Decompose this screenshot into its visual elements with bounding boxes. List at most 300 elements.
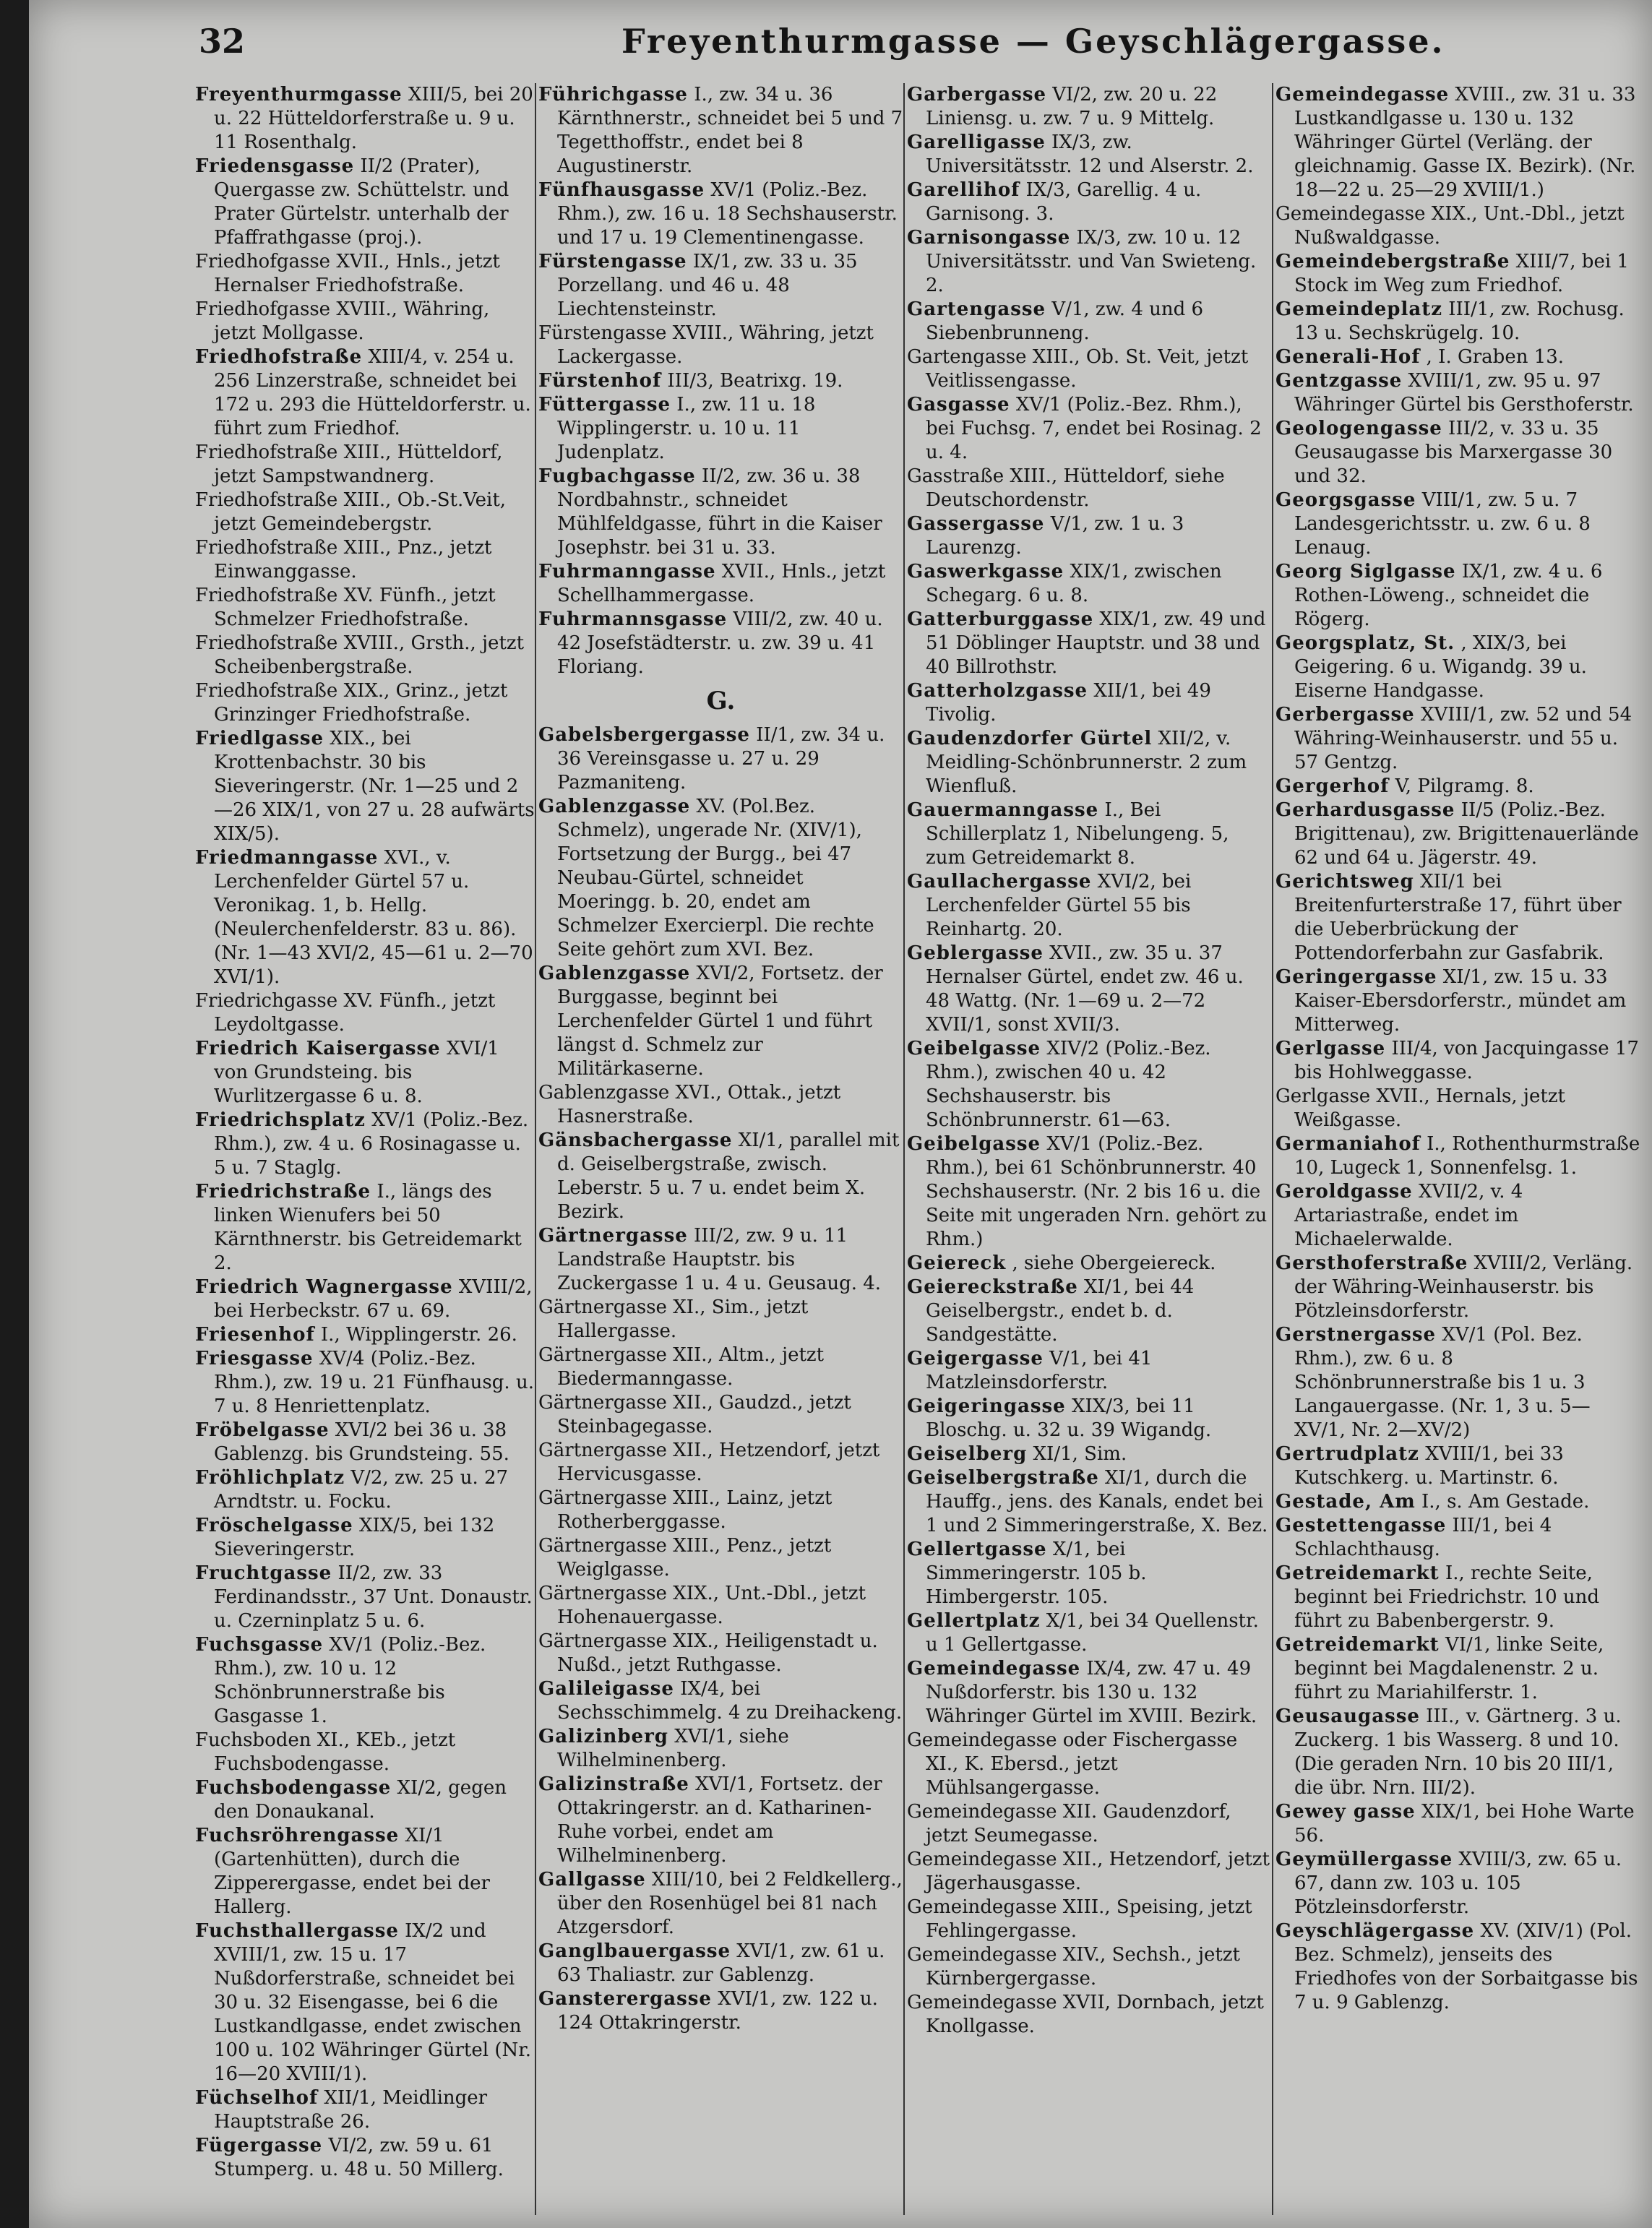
column-rule: [1272, 83, 1273, 2215]
directory-entry: [538, 179, 903, 250]
directory-entry: [1275, 560, 1640, 632]
entry-headword: Gerhardusgasse: [1275, 799, 1455, 821]
entry-headword: Geusaugasse: [1275, 1706, 1420, 1727]
entry-headword: Fürstenhof: [538, 370, 662, 392]
entry-headword: Fruchtgasse: [195, 1562, 332, 1584]
entry-headword: Geiselbergstraße: [907, 1467, 1099, 1489]
entry-headword: Fuhrmanngasse: [538, 561, 716, 582]
entry-text: XII/1, Meidlinger Hauptstraße 26.: [214, 2087, 488, 2133]
entry-text: XI/1, durch die Hauffg., jens. des Kanals, endet bei 1 und 2 Simmeringerstraße, X. Bez.: [926, 1467, 1268, 1536]
entry-headword: Gänsbachergasse: [538, 1130, 733, 1151]
entry-headword: Geiereckstraße: [907, 1276, 1078, 1298]
entry-text: XV/1 (Poliz.-Bez. Rhm.), zw. 4 u. 6 Rosinagasse u. 5 u. 7 Staglg.: [214, 1109, 529, 1179]
entry-text: XVIII., zw. 31 u. 33 Lustkandlgasse u. 130 u. 132 Währinger Gürtel (Verläng. der gleichnamig. Gasse IX. Bezirk). (Nr. 18—22 u. 25—29 XVIII/1.): [1294, 84, 1636, 201]
entry-text: IX/3, zw. Universitätsstr. 12 und Alserstr. 2.: [926, 132, 1254, 177]
entry-text: XII/1, bei 49 Tivolig.: [926, 680, 1211, 726]
directory-entry: [1275, 1848, 1640, 1919]
directory-entry: [538, 795, 903, 962]
entry-text: XIX/1, zwischen Schegarg. 6 u. 8.: [926, 561, 1222, 606]
entry-headword: Gatterburggasse: [907, 608, 1094, 630]
directory-entry: [195, 441, 535, 489]
directory-entry: [1275, 870, 1640, 965]
entry-headword: Germaniahof: [1275, 1133, 1421, 1155]
directory-entry: [538, 1773, 903, 1868]
directory-entry: [538, 1940, 903, 1987]
entry-headword: Generali-Hof: [1275, 346, 1421, 368]
entry-headword: Gassergasse: [907, 513, 1045, 535]
entry-text: X/1, bei 34 Quellenstr. u 1 Gellertgasse.: [926, 1610, 1259, 1656]
entry-text: XI/1, parallel mit d. Geiselbergstraße, zwisch. Leberstr. 5 u. 7 u. endet beim X. Bezirk.: [557, 1130, 900, 1223]
directory-entry: [907, 1943, 1272, 1991]
entry-text: I., zw. 11 u. 18 Wipplingerstr. u. 10 u. 11 Judenplatz.: [557, 394, 816, 463]
directory-entry: [195, 1919, 535, 2086]
directory-entry: [538, 1677, 903, 1725]
entry-text: Gärtnergasse XI., Sim., jetzt Hallergasse.: [538, 1296, 809, 1342]
entry-text: IX/4, bei Sechsschimmelg. 4 zu Dreihackeng.: [557, 1678, 903, 1724]
directory-entry: [195, 1276, 535, 1323]
directory-entry: [907, 1729, 1272, 1800]
column-2: [538, 83, 903, 2215]
entry-headword: Friedrichsplatz: [195, 1109, 366, 1131]
directory-entry: [1275, 298, 1640, 345]
directory-entry: [1275, 83, 1640, 202]
entry-text: Gemeindegasse oder Fischergasse XI., K. Ebersd., jetzt Mühlsangergasse.: [907, 1729, 1238, 1799]
directory-entry: [195, 1347, 535, 1419]
entry-headword: Gentzgasse: [1275, 370, 1403, 392]
entry-text: Friedhofstraße XVIII., Grsth., jetzt Scheibenbergstraße.: [195, 632, 525, 678]
entry-headword: Gansterergasse: [538, 1988, 712, 2010]
page-header: [29, 22, 1652, 79]
directory-entry: [907, 345, 1272, 393]
entry-headword: Gatterholzgasse: [907, 680, 1088, 702]
directory-entry: [1275, 1705, 1640, 1800]
entry-headword: Geyschlägergasse: [1275, 1920, 1475, 1942]
entry-text: XVII., Hnls., jetzt Schellhammergasse.: [557, 561, 886, 606]
entry-text: IX/1, zw. 33 u. 35 Porzellang. und 46 u. 48 Liechtensteinstr.: [557, 251, 858, 320]
entry-text: XI/1 (Gartenhütten), durch die Zipperergasse, endet bei der Hallerg.: [214, 1825, 490, 1918]
entry-headword: Friedrichstraße: [195, 1181, 371, 1203]
column-rule: [903, 83, 905, 2215]
entry-text: XIX., bei Krottenbachstr. 30 bis Sieveringerstr. (Nr. 1—25 und 2—26 XIX/1, von 27 u. 28 aufwärts XIX/5).: [214, 728, 535, 845]
entry-text: Gärtnergasse XIX., Unt.-Dbl., jetzt Hohenauergasse.: [538, 1583, 866, 1628]
entry-headword: Gerlgasse: [1275, 1038, 1386, 1059]
entry-headword: Gestettengasse: [1275, 1515, 1447, 1536]
entry-text: XVIII/1, zw. 95 u. 97 Währinger Gürtel bis Gersthoferstr.: [1294, 370, 1634, 416]
entry-text: Fuchsboden XI., KEb., jetzt Fuchsbodengasse.: [195, 1729, 456, 1775]
entry-text: V/1, bei 41 Matzleinsdorferstr.: [926, 1348, 1153, 1393]
directory-entry: [195, 1776, 535, 1824]
directory-entry: [538, 1487, 903, 1534]
entry-headword: Gallgasse: [538, 1869, 646, 1891]
directory-entry: [907, 1252, 1272, 1276]
directory-entry: [907, 942, 1272, 1037]
directory-entry: [538, 560, 903, 608]
entry-headword: Gewey gasse: [1275, 1801, 1416, 1823]
entry-text: I., Bei Schillerplatz 1, Nibelungeng. 5, zum Getreidemarkt 8.: [926, 799, 1229, 869]
directory-entry: [1275, 202, 1640, 250]
entry-text: VI/2, zw. 20 u. 22 Liniensg. u. zw. 7 u. 9 Mittelg.: [926, 84, 1218, 129]
entry-text: XVI/2 bei 36 u. 38 Gablenzg. bis Grundsteing. 55.: [214, 1419, 509, 1465]
directory-entry: [538, 1081, 903, 1129]
directory-entry: [195, 1180, 535, 1276]
entry-text: XVI/1 von Grundsteing. bis Wurlitzergasse 6 u. 8.: [214, 1038, 499, 1107]
entry-text: Gemeindegasse XIX., Unt.-Dbl., jetzt Nußwaldgasse.: [1275, 203, 1625, 249]
directory-entry: [195, 2134, 535, 2182]
entry-text: XI/1, Sim.: [1033, 1443, 1127, 1465]
entry-headword: Fuchsthallergasse: [195, 1920, 399, 1942]
directory-entry: [195, 1824, 535, 1919]
entry-text: IX/3, Garellig. 4 u. Garnisong. 3.: [926, 179, 1202, 225]
entry-text: VIII/2, zw. 40 u. 42 Josefstädterstr. u. zw. 39 u. 41 Floriang.: [557, 608, 883, 678]
entry-headword: Galizinstraße: [538, 1773, 689, 1795]
entry-headword: Georg Siglgasse: [1275, 561, 1456, 582]
entry-text: Friedhofgasse XVII., Hnls., jetzt Hernalser Friedhofstraße.: [195, 251, 500, 296]
directory-entry: [538, 250, 903, 322]
entry-text: V/1, zw. 1 u. 3 Laurenzg.: [926, 513, 1184, 559]
directory-entry: [538, 1582, 903, 1630]
entry-headword: Fuhrmannsgasse: [538, 608, 728, 630]
entry-text: XVIII/3, zw. 65 u. 67, dann zw. 103 u. 105 Pötzleinsdorferstr.: [1294, 1849, 1622, 1918]
entry-text: XVII/2, v. 4 Artariastraße, endet im Michaelerwalde.: [1294, 1181, 1523, 1250]
entry-text: IX/1, zw. 4 u. 6 Rothen-Löweng., schneidet die Rögerg.: [1294, 561, 1603, 630]
entry-text: I., zw. 34 u. 36 Kärnthnerstr., schneidet bei 5 und 7 Tegetthoffstr., endet bei 8 Augustinerstr.: [557, 84, 903, 177]
directory-entry: [538, 83, 903, 179]
entry-headword: Gauermanngasse: [907, 799, 1099, 821]
column-4: [1275, 83, 1640, 2215]
directory-page: [29, 0, 1652, 2228]
entry-headword: Getreidemarkt: [1275, 1562, 1440, 1584]
entry-headword: Garbergasse: [907, 84, 1047, 106]
entry-text: XV/4 (Poliz.-Bez. Rhm.), zw. 19 u. 21 Fünfhausg. u. 7 u. 8 Henriettenplatz.: [214, 1348, 534, 1417]
entry-text: XIX/5, bei 132 Sieveringerstr.: [214, 1515, 495, 1560]
entry-text: Gartengasse XIII., Ob. St. Veit, jetzt Veitlissengasse.: [907, 346, 1249, 392]
entry-headword: Füchselhof: [195, 2087, 319, 2109]
entry-headword: Gertrudplatz: [1275, 1443, 1419, 1465]
entry-text: II/1, zw. 34 u. 36 Vereinsgasse u. 27 u. 29 Pazmaniteng.: [557, 724, 885, 793]
entry-headword: Galileigasse: [538, 1678, 674, 1700]
entry-text: XIX/1, bei Hohe Warte 56.: [1294, 1801, 1635, 1846]
entry-headword: Fröschelgasse: [195, 1515, 353, 1536]
directory-entry: [195, 1729, 535, 1776]
entry-headword: Geibelgasse: [907, 1038, 1041, 1059]
entry-headword: Gablenzgasse: [538, 963, 691, 984]
entry-text: I., Rothenthurmstraße 10, Lugeck 1, Sonnenfelsg. 1.: [1294, 1133, 1640, 1179]
entry-text: XV/1 (Poliz.-Bez. Rhm.), bei 61 Schönbrunnerstr. 40 Sechshauserstr. (Nr. 2 bis 16 u. die Seite mit ungeraden Nrn. gehört zu Rhm.): [926, 1133, 1268, 1250]
entry-text: XIII/10, bei 2 Feldkellerg., über den Rosenhügel bei 81 nach Atzgersdorf.: [557, 1869, 903, 1938]
directory-entry: [907, 679, 1272, 727]
directory-entry: [195, 989, 535, 1037]
entry-text: Friedrichgasse XV. Fünfh., jetzt Leydoltgasse.: [195, 990, 496, 1036]
entry-text: , XIX/3, bei Geigering. 6 u. Wigandg. 39 u. Eiserne Handgasse.: [1294, 632, 1587, 702]
directory-entry: [907, 1991, 1272, 2039]
entry-text: IX/4, zw. 47 u. 49 Nußdorferstr. bis 130 u. 132 Währinger Gürtel im XVIII. Bezirk.: [926, 1658, 1257, 1727]
entry-text: Gärtnergasse XII., Hetzendorf, jetzt Hervicusgasse.: [538, 1440, 880, 1485]
entry-headword: Garelligasse: [907, 132, 1046, 153]
entry-text: Gemeindegasse XIV., Sechsh., jetzt Kürnbergergasse.: [907, 1944, 1241, 1990]
directory-entry: [1275, 1085, 1640, 1132]
directory-entry: [195, 1419, 535, 1466]
directory-entry: [195, 250, 535, 298]
entry-text: XIX/3, bei 11 Bloschg. u. 32 u. 39 Wigandg.: [926, 1395, 1212, 1441]
directory-entry: [538, 369, 903, 393]
entry-text: XII/1 bei Breitenfurterstraße 17, führt über die Ueberbrückung der Pottendorferbahn zur Gasfabrik.: [1294, 871, 1622, 964]
entry-headword: Gerbergasse: [1275, 704, 1415, 726]
directory-entry: [907, 870, 1272, 942]
directory-entry: [538, 1439, 903, 1487]
entry-headword: Gaswerkgasse: [907, 561, 1064, 582]
directory-entry: [907, 298, 1272, 345]
entry-text: V/1, zw. 4 und 6 Siebenbrunneng.: [926, 298, 1204, 344]
directory-entry: [538, 1343, 903, 1391]
directory-entry: [538, 608, 903, 679]
entry-text: XVI/1, Fortsetz. der Ottakringerstr. an d. Katharinen-Ruhe vorbei, endet am Wilhelminenberg.: [557, 1773, 882, 1867]
directory-entry: [538, 1630, 903, 1677]
entry-headword: Gasgasse: [907, 394, 1010, 416]
entry-text: XVI/2, bei Lerchenfelder Gürtel 55 bis Reinhartg. 20.: [926, 871, 1192, 940]
directory-entry: [538, 1534, 903, 1582]
entry-text: I., rechte Seite, beginnt bei Friedrichstr. 10 und führt zu Babenbergerstr. 9.: [1294, 1562, 1600, 1632]
directory-entry: [907, 608, 1272, 679]
entry-text: XV. (XIV/1) (Pol. Bez. Schmelz), jenseits des Friedhofes von der Sorbaitgasse bis 7 u. 9 Gablenzg.: [1294, 1920, 1638, 2013]
entry-headword: Geroldgasse: [1275, 1181, 1413, 1203]
entry-text: Gemeindegasse XVII, Dornbach, jetzt Knollgasse.: [907, 1992, 1264, 2037]
directory-entry: [1275, 1442, 1640, 1490]
directory-entry: [195, 1037, 535, 1109]
entry-text: Friedhofstraße XIII., Ob.-St.Veit, jetzt Gemeindebergstr.: [195, 489, 507, 535]
entry-text: V/2, zw. 25 u. 27 Arndtstr. u. Focku.: [214, 1467, 509, 1513]
column-rule: [535, 83, 536, 2215]
entry-text: XI/1, zw. 15 u. 33 Kaiser-Ebersdorferstr., mündet am Mitterweg.: [1294, 966, 1627, 1036]
entry-headword: Gellertgasse: [907, 1539, 1047, 1560]
entry-text: XV. (Pol.Bez. Schmelz), ungerade Nr. (XIV/1), Fortsetzung der Burgg., bei 47 Neubau-Gürtel, schneidet Moeringg. b. 20, endet am Schmelzer Exercierpl. Die rechte Seite gehört zum XVI. Bez.: [557, 796, 874, 960]
directory-entry: [1275, 1180, 1640, 1252]
entry-text: Gerlgasse XVII., Hernals, jetzt Weißgasse.: [1275, 1085, 1565, 1131]
directory-entry: [907, 727, 1272, 799]
entry-text: XV/1 (Poliz.-Bez. Rhm.), zw. 10 u. 12 Schönbrunnerstraße bis Gasgasse 1.: [214, 1634, 486, 1727]
entry-headword: Friedrich Kaisergasse: [195, 1038, 441, 1059]
entry-text: XI/2, gegen den Donaukanal.: [214, 1777, 507, 1823]
entry-headword: Geiereck: [907, 1252, 1007, 1274]
directory-entry: [1275, 1562, 1640, 1633]
entry-text: Friedhofgasse XVIII., Währing, jetzt Mollgasse.: [195, 298, 490, 344]
directory-entry: [907, 1442, 1272, 1466]
entry-headword: Friesenhof: [195, 1324, 315, 1346]
entry-headword: Geibelgasse: [907, 1133, 1041, 1155]
entry-text: XVI/1, zw. 122 u. 124 Ottakringerstr.: [557, 1988, 878, 2034]
entry-text: II/2 (Prater), Quergasse zw. Schüttelstr. und Prater Gürtelstr. unterhalb der Pfaffrathgasse (proj.).: [214, 155, 509, 249]
entry-text: XVII., zw. 35 u. 37 Hernalser Gürtel, endet zw. 46 u. 48 Wattg. (Nr. 1—69 u. 2—72 XVII/1, sonst XVII/3.: [926, 942, 1244, 1036]
entry-text: Gablenzgasse XVI., Ottak., jetzt Hasnerstraße.: [538, 1082, 841, 1127]
entry-text: XIV/2 (Poliz.-Bez. Rhm.), zwischen 40 u. 42 Sechshauserstr. bis Schönbrunnerstr. 61—63.: [926, 1038, 1211, 1131]
entry-headword: Fürstengasse: [538, 251, 687, 272]
entry-text: III/3, Beatrixg. 19.: [667, 370, 843, 392]
directory-entry: [907, 1276, 1272, 1347]
entry-text: III/1, bei 4 Schlachthausg.: [1294, 1515, 1552, 1560]
directory-entry: [538, 1224, 903, 1296]
directory-entry: [1275, 799, 1640, 870]
directory-entry: [1275, 417, 1640, 489]
entry-text: , siehe Obergeiereck.: [1012, 1252, 1216, 1274]
directory-entry: [1275, 250, 1640, 298]
directory-entry: [538, 393, 903, 465]
directory-entry: [907, 1466, 1272, 1538]
entry-text: XVI/1, siehe Wilhelminenberg.: [557, 1726, 789, 1771]
entry-headword: Gemeindeplatz: [1275, 298, 1442, 320]
directory-entry: [907, 465, 1272, 512]
directory-entry: [1275, 632, 1640, 703]
entry-text: XV/1 (Poliz.-Bez. Rhm.), zw. 16 u. 18 Sechshauserstr. und 17 u. 19 Clementinengasse.: [557, 179, 898, 249]
entry-text: III/2, v. 33 u. 35 Geusaugasse bis Marxergasse 30 und 32.: [1294, 418, 1613, 487]
directory-entry: [195, 489, 535, 536]
section-letter: G.: [706, 687, 736, 715]
entry-text: Friedhofstraße XIX., Grinz., jetzt Grinzinger Friedhofstraße.: [195, 680, 508, 726]
entry-text: XIX/1, zw. 49 und 51 Döblinger Hauptstr. und 38 und 40 Billrothstr.: [926, 608, 1266, 678]
directory-entry: [907, 1848, 1272, 1896]
entry-headword: Gablenzgasse: [538, 796, 691, 817]
directory-entry: [195, 632, 535, 679]
directory-entry: [1275, 1800, 1640, 1848]
entry-headword: Geringergasse: [1275, 966, 1437, 988]
directory-entry: [195, 1109, 535, 1180]
entry-headword: Geblergasse: [907, 942, 1044, 964]
directory-entry: [195, 298, 535, 345]
directory-entry: [1275, 1514, 1640, 1562]
entry-text: Friedhofstraße XIII., Pnz., jetzt Einwanggasse.: [195, 537, 492, 582]
directory-entry: [195, 1323, 535, 1347]
entry-headword: Garellihof: [907, 179, 1020, 201]
entry-headword: Gestade, Am: [1275, 1491, 1416, 1513]
directory-entry: [907, 83, 1272, 131]
directory-entry: [907, 393, 1272, 465]
entry-text: Gemeindegasse XIII., Speising, jetzt Fehlingergasse.: [907, 1896, 1252, 1942]
column-1: [195, 83, 535, 2215]
directory-entry: [1275, 1490, 1640, 1514]
entry-headword: Geigeringasse: [907, 1395, 1066, 1417]
entry-headword: Führichgasse: [538, 84, 688, 106]
directory-entry: [195, 846, 535, 989]
entry-headword: Fuchsröhrengasse: [195, 1825, 400, 1846]
entry-headword: Geiselberg: [907, 1443, 1028, 1465]
entry-text: Gärtnergasse XIII., Penz., jetzt Weiglgasse.: [538, 1535, 832, 1580]
entry-text: Gemeindegasse XII. Gaudenzdorf, jetzt Seumegasse.: [907, 1801, 1231, 1846]
entry-text: X/1, bei Simmeringerstr. 105 b. Himbergerstr. 105.: [926, 1539, 1147, 1608]
entry-headword: Gemeindegasse: [1275, 84, 1450, 106]
directory-entry: [907, 1395, 1272, 1442]
directory-entry: [1275, 1323, 1640, 1442]
entry-text: IX/2 und XVIII/1, zw. 15 u. 17 Nußdorferstraße, schneidet bei 30 u. 32 Eisengasse, bei 6 die Lustkandlgasse, endet zwischen 100 u. 102 Währinger Gürtel (Nr. 16—20 XVIII/1).: [214, 1920, 532, 2085]
directory-entry: [195, 345, 535, 441]
directory-entry: [538, 1725, 903, 1773]
entry-text: XVIII/1, zw. 52 und 54 Währing-Weinhauserstr. und 55 u. 57 Gentzg.: [1294, 704, 1632, 773]
entry-headword: Geigergasse: [907, 1348, 1044, 1369]
directory-entry: [195, 584, 535, 632]
entry-headword: Gemeindebergstraße: [1275, 251, 1510, 272]
entry-headword: Gartengasse: [907, 298, 1046, 320]
entry-headword: Friedensgasse: [195, 155, 355, 177]
entry-headword: Gerstnergasse: [1275, 1324, 1437, 1346]
directory-entry: [1275, 703, 1640, 775]
entry-text: VI/1, linke Seite, beginnt bei Magdalenenstr. 2 u. führt zu Mariahilferstr. 1.: [1294, 1634, 1604, 1703]
entry-text: , I. Graben 13.: [1426, 346, 1565, 368]
entry-headword: Fuchsgasse: [195, 1634, 324, 1656]
running-head: Freyenthurmgasse — Geyschlägergasse.: [621, 22, 1445, 61]
entry-text: V, Pilgramg. 8.: [1395, 775, 1534, 797]
entry-text: XVIII/2, bei Herbeckstr. 67 u. 69.: [214, 1276, 533, 1322]
directory-entry: [907, 226, 1272, 298]
entry-text: XVIII/1, bei 33 Kutschkerg. u. Martinstr. 6.: [1294, 1443, 1564, 1489]
entry-text: XV/1 (Poliz.-Bez. Rhm.), bei Fuchsg. 7, endet bei Rosinag. 2 u. 4.: [926, 394, 1262, 463]
entry-text: Gärtnergasse XIX., Heiligenstadt u. Nußd., jetzt Ruthgasse.: [538, 1630, 878, 1676]
directory-entry: [195, 2086, 535, 2134]
directory-entry: [1275, 1037, 1640, 1085]
entry-headword: Gabelsbergergasse: [538, 724, 750, 746]
entry-headword: Geymüllergasse: [1275, 1849, 1453, 1870]
entry-text: III/1, zw. Rochusg. 13 u. Sechskrügelg. 10.: [1294, 298, 1625, 344]
entry-text: VI/2, zw. 59 u. 61 Stumperg. u. 48 u. 50 Millerg.: [214, 2135, 504, 2180]
directory-entry: [195, 727, 535, 846]
directory-entry: [1275, 369, 1640, 417]
entry-headword: Fugbachgasse: [538, 465, 696, 487]
entry-text: XV/1 (Pol. Bez. Rhm.), zw. 6 u. 8 Schönbrunnerstraße bis 1 u. 3 Langauergasse. (Nr. 1, 3 u. 5—XV/1, Nr. 2—XV/2): [1294, 1324, 1591, 1441]
directory-entry: [195, 1466, 535, 1514]
directory-entry: [538, 1391, 903, 1439]
directory-entry: [538, 322, 903, 369]
entry-text: Gemeindegasse XII., Hetzendorf, jetzt Jägerhausgasse.: [907, 1849, 1270, 1894]
directory-entry: [195, 1514, 535, 1562]
entry-headword: Fügergasse: [195, 2135, 323, 2156]
entry-text: XII/2, v. Meidling-Schönbrunnerstr. 2 zum Wienfluß.: [926, 728, 1247, 797]
entry-text: XIII/7, bei 1 Stock im Weg zum Friedhof.: [1294, 251, 1629, 296]
entry-text: Gasstraße XIII., Hütteldorf, siehe Deutschordenstr.: [907, 465, 1225, 511]
directory-entry: [1275, 1919, 1640, 2015]
directory-entry: [538, 1296, 903, 1343]
directory-entry: [907, 1800, 1272, 1848]
directory-entry: [907, 560, 1272, 608]
directory-entry: [1275, 1633, 1640, 1705]
entry-text: XI/1, bei 44 Geiselbergstr., endet b. d. Sandgestätte.: [926, 1276, 1195, 1346]
entry-headword: Gaudenzdorfer Gürtel: [907, 728, 1153, 749]
entry-text: XIII/5, bei 20 u. 22 Hütteldorferstraße u. 9 u. 11 Rosenthalg.: [214, 84, 533, 153]
directory-entry: [195, 83, 535, 155]
entry-text: IX/3, zw. 10 u. 12 Universitätsstr. und Van Swieteng. 2.: [926, 227, 1257, 296]
entry-text: II/5 (Poliz.-Bez. Brigittenau), zw. Brigittenauerlände 62 und 64 u. Jägerstr. 49.: [1294, 799, 1639, 869]
entry-headword: Friedmanngasse: [195, 847, 379, 869]
entry-headword: Getreidemarkt: [1275, 1634, 1440, 1656]
entry-text: I., s. Am Gestade.: [1421, 1491, 1590, 1513]
directory-entry: [907, 1609, 1272, 1657]
directory-entry: [195, 1633, 535, 1729]
entry-text: XVIII/2, Verläng. der Währing-Weinhauserstr. bis Pötzleinsdorferstr.: [1294, 1252, 1633, 1322]
entry-text: Friedhofstraße XIII., Hütteldorf, jetzt Sampstwandnerg.: [195, 442, 503, 487]
directory-entry: [538, 1987, 903, 2035]
directory-entry: [907, 1538, 1272, 1609]
entry-headword: Friedhofstraße: [195, 346, 363, 368]
directory-entry: [1275, 489, 1640, 560]
entry-text: Fürstengasse XVIII., Währing, jetzt Lackergasse.: [538, 322, 874, 368]
entry-text: II/2, zw. 33 Ferdinandsstr., 37 Unt. Donaustr. u. Czerninplatz 5 u. 6.: [214, 1562, 533, 1632]
entry-text: Gärtnergasse XII., Altm., jetzt Biedermanngasse.: [538, 1344, 825, 1390]
entry-headword: Friedlgasse: [195, 728, 324, 749]
entry-headword: Garnisongasse: [907, 227, 1071, 249]
entry-headword: Freyenthurmgasse: [195, 84, 403, 106]
entry-text: XVI/2, Fortsetz. der Burggasse, beginnt bei Lerchenfelder Gürtel 1 und führt längst d. Schmelz zur Militärkaserne.: [557, 963, 883, 1080]
directory-entry: [538, 723, 903, 795]
entry-text: II/2, zw. 36 u. 38 Nordbahnstr., schneidet Mühlfeldgasse, führt in die Kaiser Josephstr. bei 31 u. 33.: [557, 465, 882, 559]
entry-headword: Friesgasse: [195, 1348, 314, 1369]
entry-headword: Georgsgasse: [1275, 489, 1416, 511]
directory-entry: [907, 799, 1272, 870]
entry-headword: Fünfhausgasse: [538, 179, 705, 201]
